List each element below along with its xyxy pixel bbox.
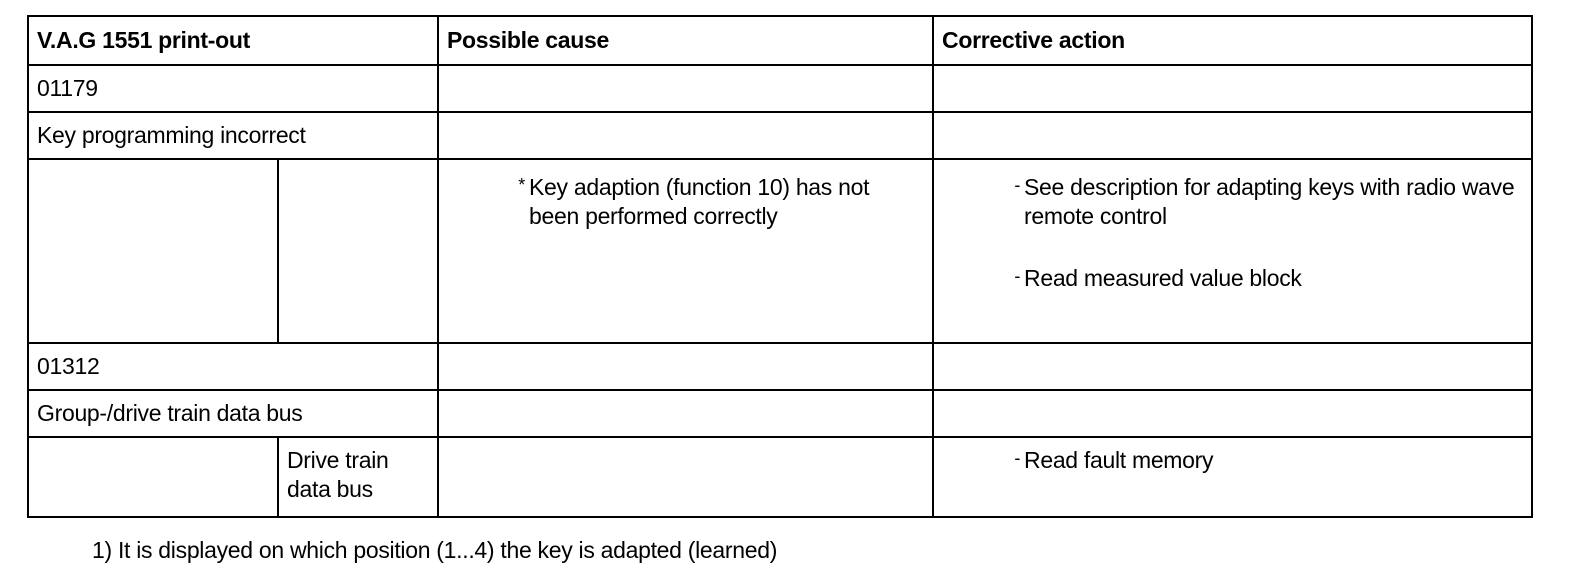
- fault-code: 01312: [28, 343, 438, 390]
- empty-cell: [933, 112, 1532, 159]
- fault-table: [27, 15, 1533, 518]
- header-cause: Possible cause: [438, 16, 933, 65]
- empty-cell: [438, 65, 933, 112]
- cause-entry: [507, 173, 924, 231]
- dash-icon: -: [1014, 175, 1021, 195]
- cause-cell: [438, 159, 933, 343]
- action-cell: [933, 437, 1532, 517]
- empty-cell: [438, 437, 933, 517]
- table-row: [28, 390, 1532, 437]
- dash-icon: -: [1014, 448, 1021, 468]
- header-printout: V.A.G 1551 print-out: [28, 16, 438, 65]
- empty-cell: [278, 159, 438, 343]
- fault-description: Key programming incorrect: [28, 112, 438, 159]
- empty-cell: [28, 437, 278, 517]
- action-text: Read fault memory: [1024, 447, 1214, 473]
- table-row: [28, 65, 1532, 112]
- fault-description: Group-/drive train data bus: [28, 390, 438, 437]
- sub-description: Drive train data bus: [278, 437, 438, 517]
- empty-cell: [933, 65, 1532, 112]
- action-text: See description for adapting keys with radio wave remote control: [1024, 174, 1515, 229]
- table-row: [28, 437, 1532, 517]
- empty-cell: [933, 390, 1532, 437]
- asterisk-icon: *: [518, 175, 526, 195]
- action-entry: [1002, 264, 1523, 293]
- footnote: 1) It is displayed on which position (1...4) the key is adapted (learned): [92, 537, 778, 563]
- action-entry: [1002, 173, 1523, 231]
- empty-cell: [933, 343, 1532, 390]
- dash-icon: -: [1014, 266, 1021, 286]
- table-row: [28, 159, 1532, 343]
- empty-cell: [28, 159, 278, 343]
- action-text: Read measured value block: [1024, 265, 1302, 291]
- action-entry: [1002, 446, 1523, 475]
- header-action: Corrective action: [933, 16, 1532, 65]
- empty-cell: [438, 390, 933, 437]
- action-cell: [933, 159, 1532, 343]
- fault-code: 01179: [28, 65, 438, 112]
- table-row: [28, 343, 1532, 390]
- empty-cell: [438, 112, 933, 159]
- header-row: [28, 16, 1532, 65]
- cause-text: Key adaption (function 10) has not been performed correctly: [529, 174, 870, 229]
- table-row: [28, 112, 1532, 159]
- empty-cell: [438, 343, 933, 390]
